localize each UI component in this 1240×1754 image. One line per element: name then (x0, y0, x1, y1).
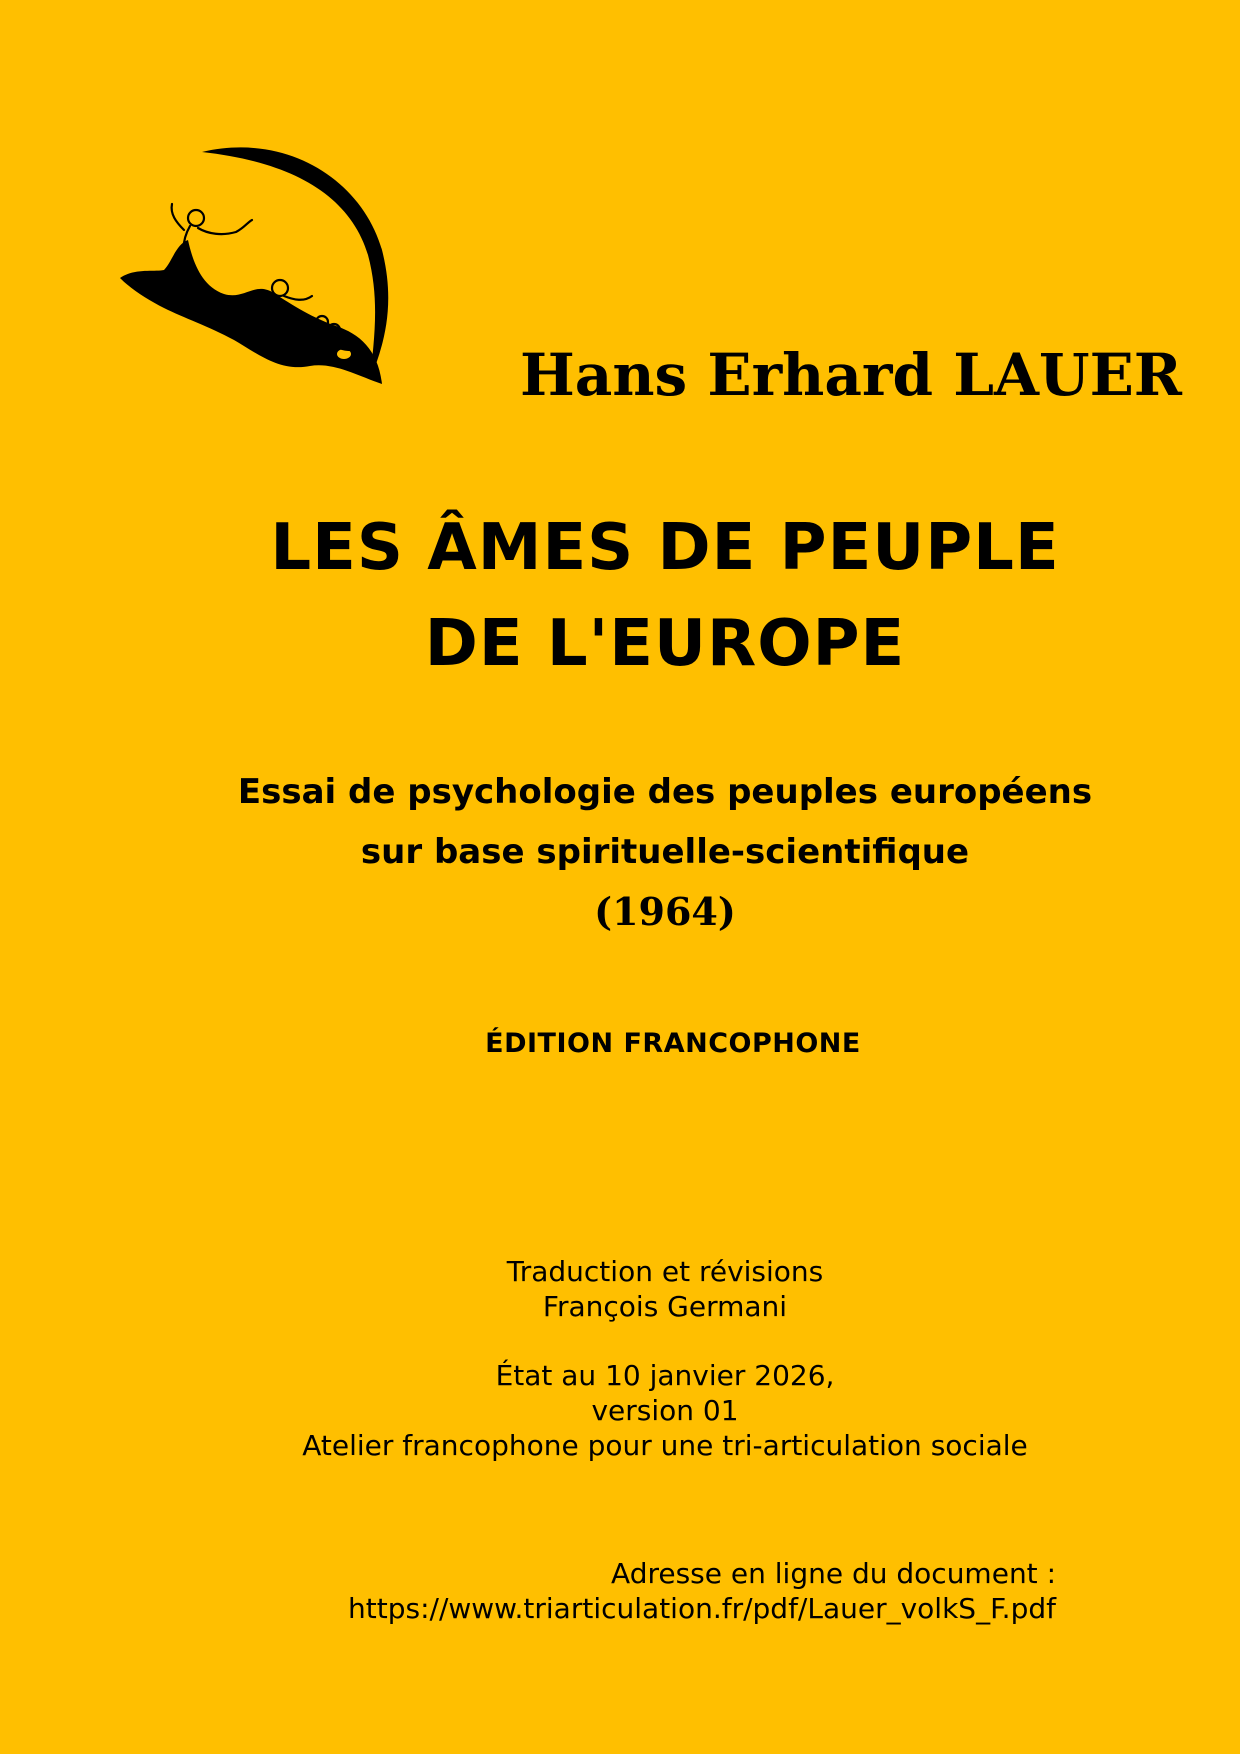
edition-label: ÉDITION FRANCOPHONE (485, 1028, 861, 1059)
book-subtitle-line-2: sur base spirituelle-scientifique (360, 832, 970, 872)
address-label: Adresse en ligne du document : (611, 1557, 1056, 1590)
translator-name: François Germani (542, 1290, 788, 1323)
book-subtitle (120, 762, 1210, 942)
status-date: État au 10 janvier 2026, (495, 1359, 835, 1392)
book-title (120, 500, 1210, 692)
address-url[interactable]: https://www.triarticulation.fr/pdf/Lauer_volkS_F.pdf (348, 1592, 1056, 1625)
online-address-block (120, 1556, 1056, 1626)
publication-year: (1964) (594, 889, 736, 934)
publisher-name: Atelier francophone pour une tri-articulation sociale (302, 1429, 1028, 1462)
credits-block (120, 1254, 1210, 1463)
translation-label: Traduction et révisions (506, 1255, 824, 1288)
book-title-line-1: LES ÂMES DE PEUPLE (270, 511, 1060, 585)
book-subtitle-line-1: Essai de psychologie des peuples européens (237, 772, 1093, 812)
version-label: version 01 (591, 1394, 739, 1427)
author-name: Hans Erhard LAUER (520, 341, 1182, 409)
figures-in-crescent-logo (112, 140, 442, 400)
book-title-line-2: DE L'EUROPE (424, 607, 906, 681)
spacer (120, 1324, 1210, 1358)
